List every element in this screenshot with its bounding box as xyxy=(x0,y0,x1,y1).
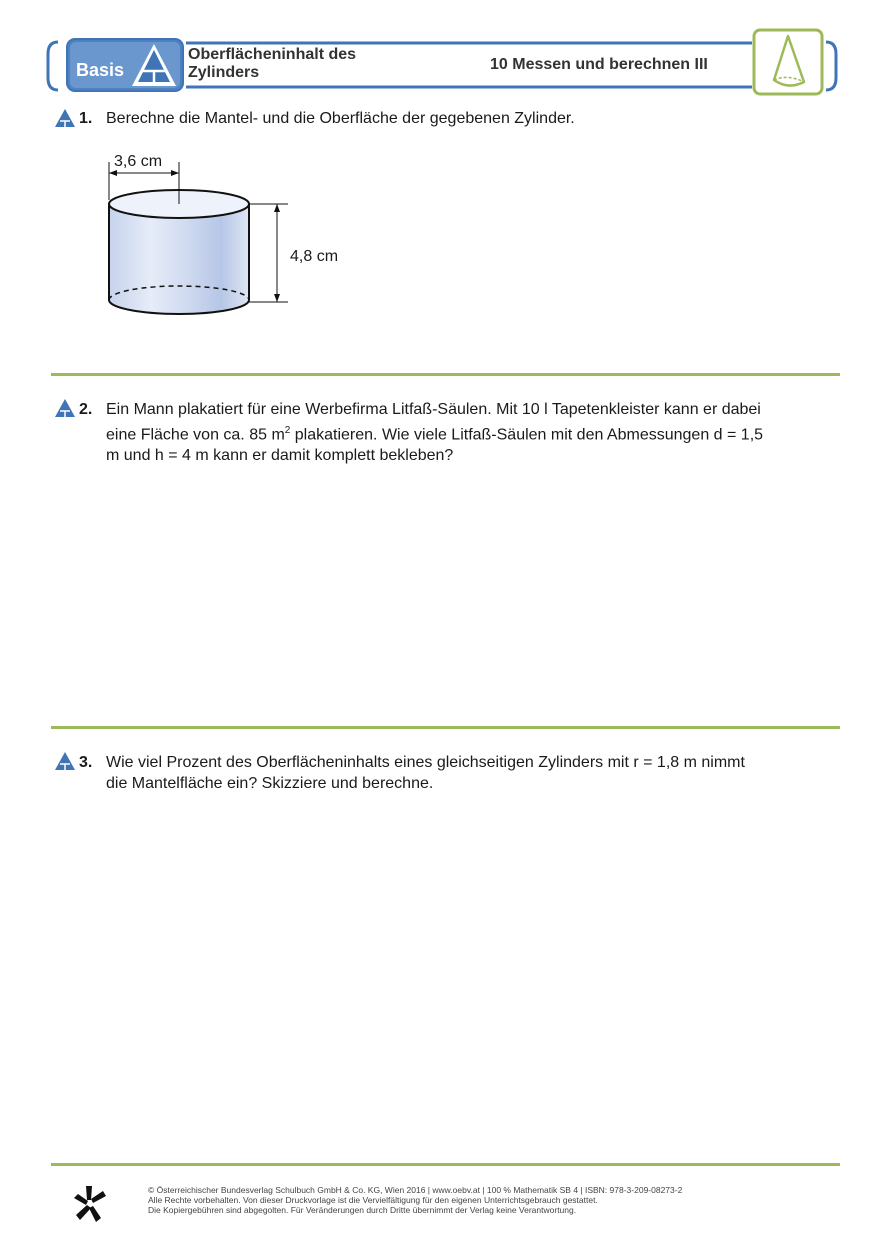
basis-label: Basis xyxy=(76,60,125,80)
copyright-notice: © Österreichischer Bundesverlag Schulbuch GmbH & Co. KG, Wien 2016 | www.oebv.at | 100 % Mathematik SB 4 | ISBN: 978-3-209-08273-2 Alle Rechte vorbehalten. Von dieser Druckvorlage ist die Vervielfältigung für den eigenen Unterrichtsgebrauch gestattet. Die Kopiergebühren sind abgegolten. Für Veränderungen durch Dritte übernimmt der Verlag keine Verantwortung. xyxy=(148,1185,683,1215)
cone-icon xyxy=(752,28,824,96)
task-level-icon xyxy=(54,398,76,418)
task-text: Berechne die Mantel- und die Oberfläche der gegebenen Zylinder. xyxy=(106,110,575,127)
task-number: 1. xyxy=(79,110,93,127)
page-title: Oberflächeninhalt des Zylinders xyxy=(188,46,357,81)
publisher-logo xyxy=(72,1184,108,1224)
task-number: 3. xyxy=(79,754,93,771)
section-divider xyxy=(51,726,840,729)
task-text: Ein Mann plakatiert für eine Werbefirma Litfaß-Säulen. Mit 10 l Tapetenkleister kann er dabei eine Fläche von ca. 85 $m^2$ plakatieren. Wie viele Litfaß-Säulen mit den Abmessungen d = 1,5 m und h = 4 m kann er damit komplett bekleben? xyxy=(106,401,764,465)
cylinder-figure xyxy=(96,160,296,326)
diameter-label: 3,6 cm xyxy=(114,153,163,170)
height-label: 4,8 cm xyxy=(290,248,339,265)
chapter-title: 10 Messen und berechnen III xyxy=(490,56,708,73)
section-divider xyxy=(51,373,840,376)
task-level-icon xyxy=(54,108,76,128)
task-text: Wie viel Prozent des Oberflächeninhalts eines gleichseitigen Zylinders mit r = 1,8 m nimmt die Mantelfläche ein? Skizziere und berechne. xyxy=(106,754,745,792)
footer-divider xyxy=(51,1163,840,1166)
task-number: 2. xyxy=(79,401,93,418)
task-level-icon xyxy=(54,751,76,771)
